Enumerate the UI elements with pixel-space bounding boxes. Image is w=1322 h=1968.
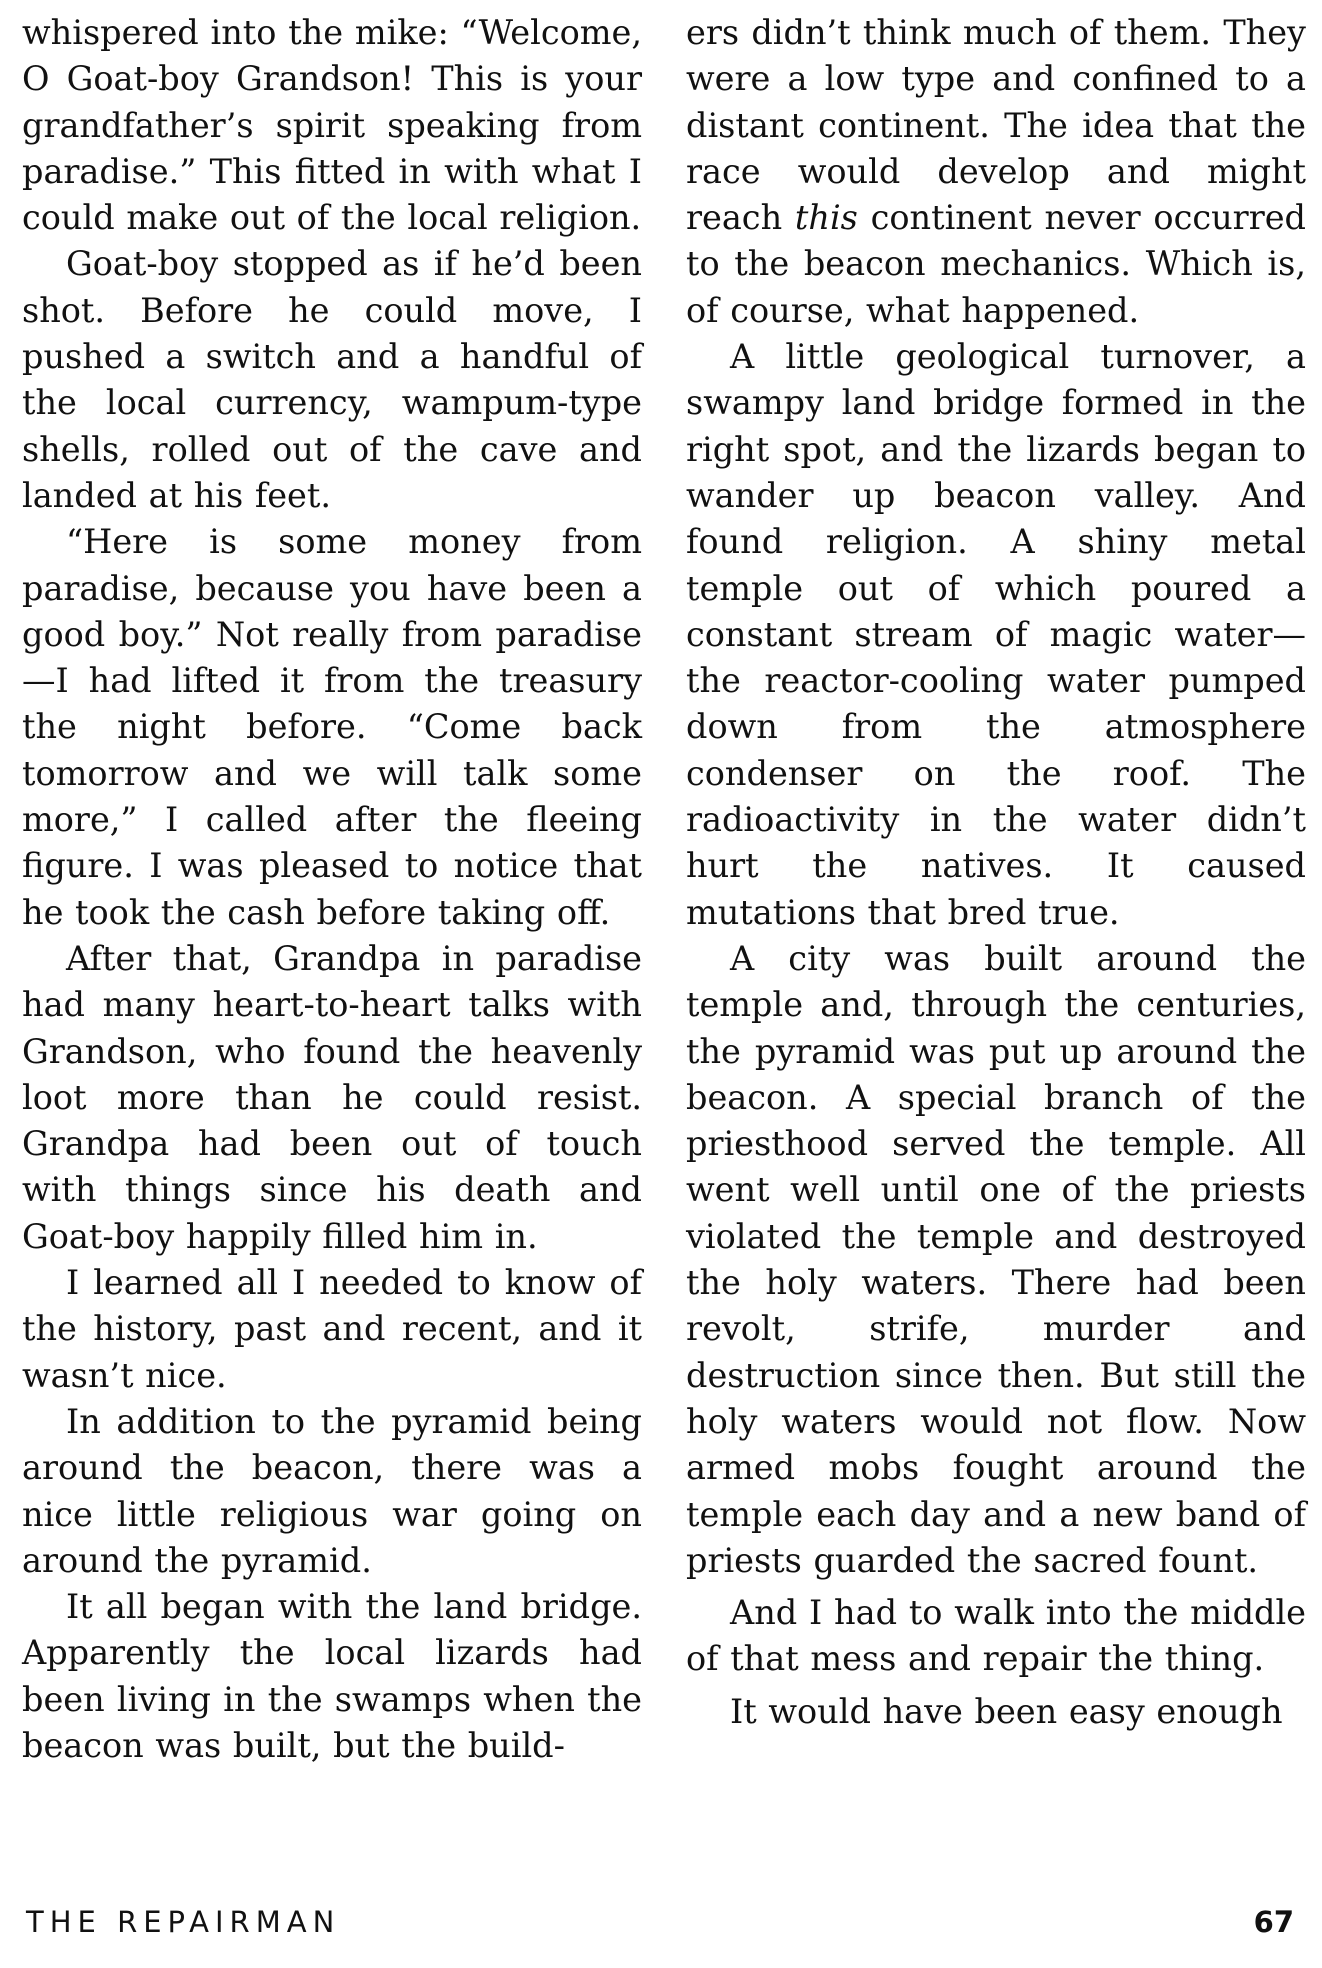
- paragraph-text: continent never occurred to the beacon mechanics. Which is, of course, what happened.: [686, 198, 1306, 330]
- paragraph: Goat-boy stopped as if he’d been shot. Before he could move, I pushed a switch and a handful of the local currency, wampum-type shells, rolled out of the cave and landed at his feet.: [22, 244, 642, 515]
- paragraph: [686, 10, 1306, 334]
- page-number: 67: [1253, 1905, 1294, 1939]
- emphasized-word: this: [794, 198, 858, 238]
- right-column: [686, 10, 1306, 1735]
- paragraph: In addition to the pyramid being around the beacon, there was a nice little religious war going on around the pyramid.: [22, 1401, 642, 1580]
- left-column: [22, 10, 642, 1769]
- page-footer: [0, 1900, 1322, 1950]
- paragraph-text: ers didn’t think much of them. They were a low type and confined to a distant continent. The idea that the race would develop and might reach: [686, 13, 1306, 238]
- paragraph: “Here is some money from paradise, because you have been a good boy.” Not really from paradise—I had lifted it from the treasury the night before. “Come back tomorrow and we will talk some more,” I called after the fleeing figure. I was pleased to notice that he took the cash before taking off.: [22, 522, 642, 932]
- paragraph: It would have been easy enough: [730, 1691, 1283, 1731]
- paragraph: A little geological turnover, a swampy land bridge formed in the right spot, and the lizards began to wander up beacon valley. And found religion. A shiny metal temple out of which poured a constant stream of magic water—the reactor-cooling water pumped down from the atmosphere condenser on the roof. The radioactivity in the water didn’t hurt the natives. It caused mutations that bred true.: [686, 337, 1306, 932]
- paragraph: And I had to walk into the middle of that mess and repair the thing.: [686, 1593, 1306, 1679]
- paragraph: I learned all I needed to know of the history, past and recent, and it wasn’t nice.: [22, 1263, 642, 1395]
- paragraph: A city was built around the temple and, through the centuries, the pyramid was put up around the beacon. A special branch of the priesthood served the temple. All went well until one of the priests violated the temple and destroyed the holy waters. There had been revolt, strife, murder and destruction since then. But still the holy waters would not flow. Now armed mobs fought around the temple each day and a new band of priests guarded the sacred fount.: [686, 938, 1306, 1580]
- paragraph: whispered into the mike: “Welcome, O Goat-boy Grandson! This is your grandfather’s spirit speaking from paradise.” This fitted in with what I could make out of the local religion.: [22, 13, 642, 238]
- paragraph: After that, Grandpa in paradise had many heart-to-heart talks with Grandson, who found the heavenly loot more than he could resist. Grandpa had been out of touch with things since his death and Goat-boy happily filled him in.: [22, 938, 642, 1256]
- paragraph: It all began with the land bridge. Apparently the local lizards had been living in the swamps when the beacon was built, but the build-: [22, 1587, 642, 1765]
- running-title: THE REPAIRMAN: [26, 1905, 341, 1939]
